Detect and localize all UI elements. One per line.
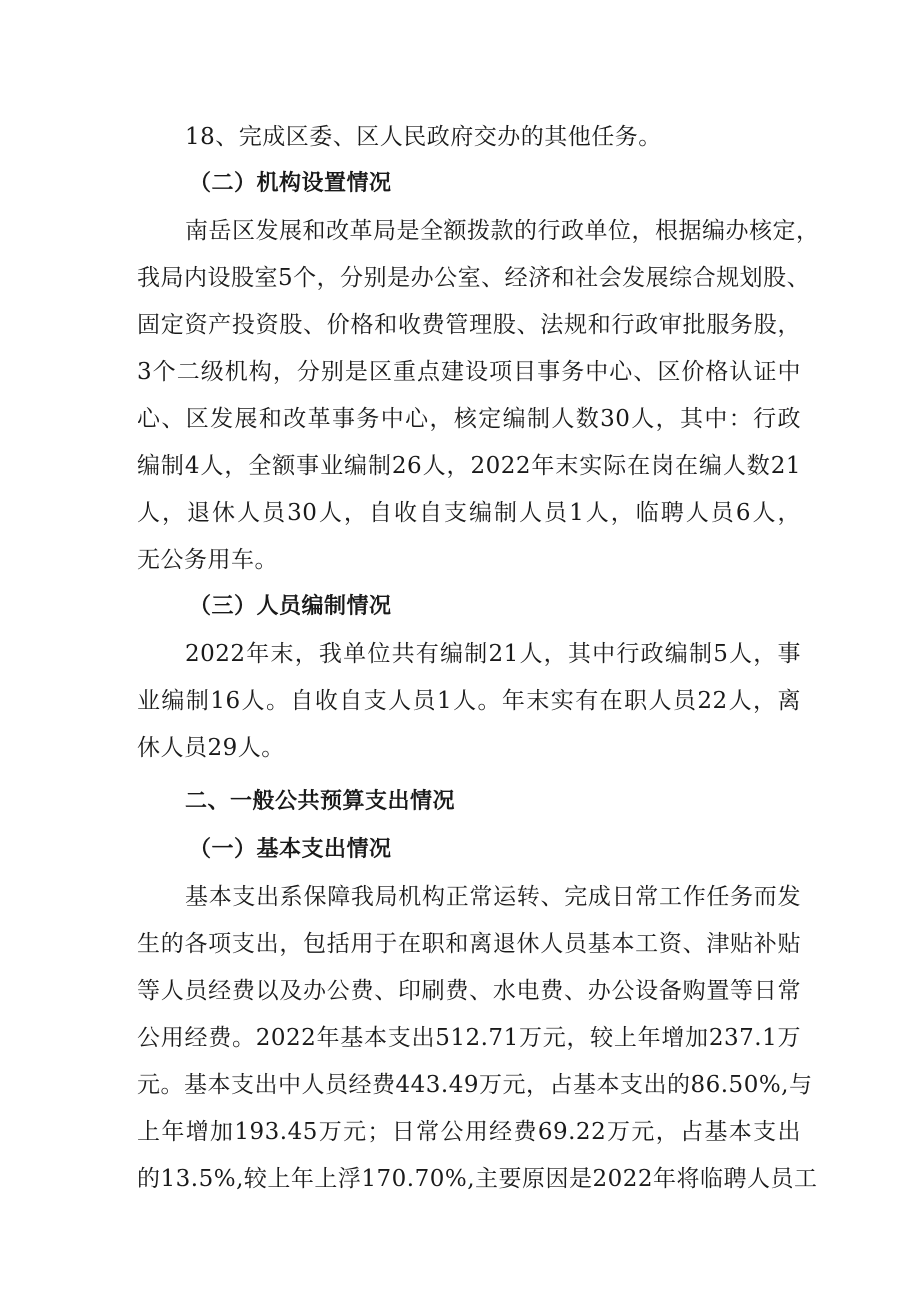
- body-text-line: 休人员29人。: [137, 735, 285, 761]
- body-text-line: 上年增加193.45万元；日常公用经费69.22万元，占基本支出: [137, 1119, 801, 1145]
- section-heading: 二、一般公共预算支出情况: [185, 789, 456, 814]
- body-text-line: 基本支出系保障我局机构正常运转、完成日常工作任务而发: [185, 884, 801, 910]
- body-text-line: 等人员经费以及办公费、印刷费、水电费、办公设备购置等日常: [137, 978, 801, 1004]
- body-text-line: 2022年末，我单位共有编制21人，其中行政编制5人，事: [185, 641, 801, 667]
- body-text-line: 南岳区发展和改革局是全额拨款的行政单位，根据编办核定，: [185, 218, 820, 244]
- section-subheading: （一）基本支出情况: [189, 837, 392, 862]
- body-text-line: 18、完成区委、区人民政府交办的其他任务。: [185, 124, 662, 150]
- body-text-line: 无公务用车。: [137, 547, 278, 573]
- body-text-line: 固定资产投资股、价格和收费管理股、法规和行政审批服务股，: [137, 312, 801, 338]
- body-text-line: 公用经费。2022年基本支出512.71万元，较上年增加237.1万: [137, 1025, 801, 1051]
- body-text-line: 我局内设股室5个，分别是办公室、经济和社会发展综合规划股、: [137, 265, 811, 291]
- section-subheading: （二）机构设置情况: [189, 171, 392, 196]
- body-text-line: 人，退休人员30人，自收自支编制人员1人，临聘人员6人，: [137, 500, 801, 526]
- body-text-line: 生的各项支出，包括用于在职和离退休人员基本工资、津贴补贴: [137, 931, 801, 957]
- body-text-line: 3个二级机构，分别是区重点建设项目事务中心、区价格认证中: [137, 359, 801, 385]
- body-text-line: 元。基本支出中人员经费443.49万元，占基本支出的86.50%,与: [137, 1072, 813, 1098]
- section-subheading: （三）人员编制情况: [189, 594, 392, 619]
- body-text-line: 编制4人，全额事业编制26人，2022年末实际在岗在编人数21: [137, 453, 801, 479]
- body-text-line: 的13.5%,较上年上浮170.70%,主要原因是2022年将临聘人员工: [137, 1166, 818, 1192]
- body-text-line: 心、区发展和改革事务中心，核定编制人数30人，其中：行政: [137, 406, 801, 432]
- body-text-line: 业编制16人。自收自支人员1人。年末实有在职人员22人，离: [137, 688, 801, 714]
